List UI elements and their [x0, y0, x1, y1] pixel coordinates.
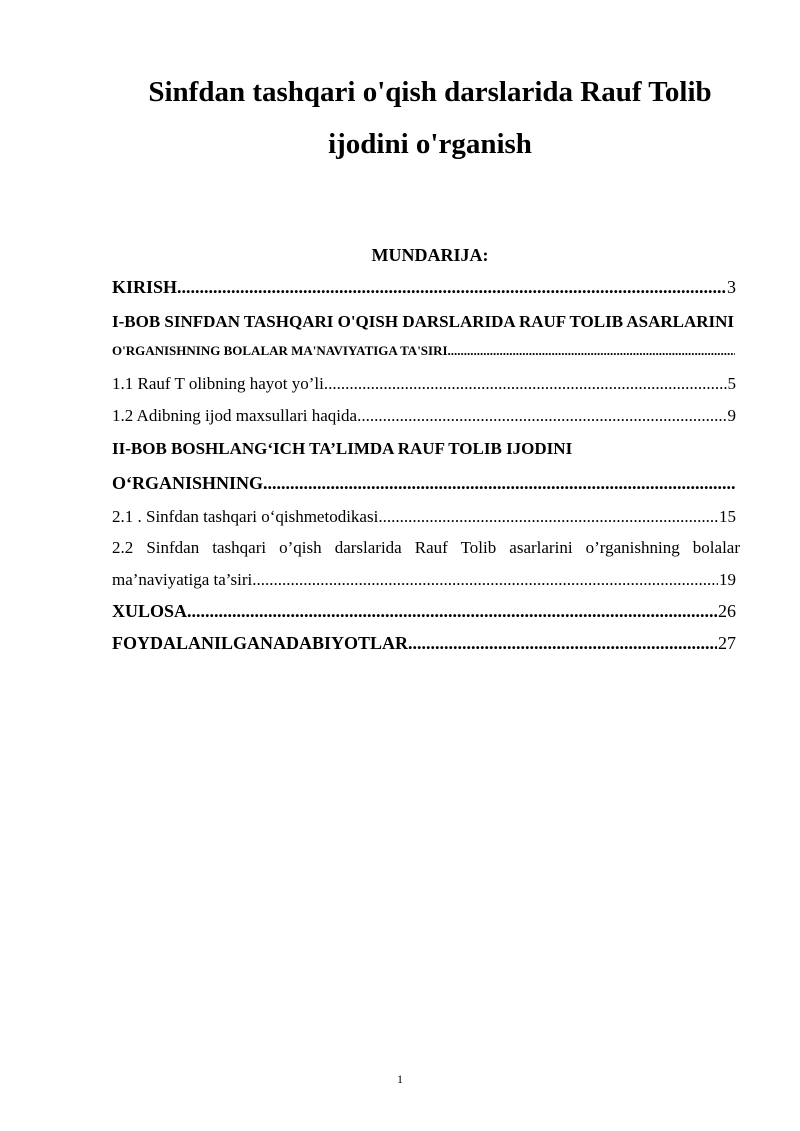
toc-entry-2-2-line1: 2.2 Sinfdan tashqari o’qish darslarida Rauf Tolib asarlarini o’rganishning bolalar: [112, 538, 740, 557]
toc-heading: MUNDARIJA:: [371, 245, 489, 265]
toc-entry-2-1: 2.1 . Sinfdan tashqari o‘qishmetodikasi ..... 15: [112, 507, 736, 527]
document-title-line-1: Sinfdan tashqari o'qish darslarida Rauf Tolib: [148, 76, 712, 108]
toc-entry-chapter1-line1: I-BOB SINFDAN TASHQARI O'QISH DARSLARIDA RAUF TOLIB ASARLARINI: [112, 312, 735, 331]
page-number: 1: [397, 1072, 403, 1086]
document-title-line-2: ijodini o'rganish: [328, 128, 532, 160]
toc-entry-chapter2-line1: II-BOB BOSHLANG‘ICH TA’LIMDA RAUF TOLIB IJODINI: [112, 439, 573, 458]
toc-entry-xulosa: XULOSA ..... 26: [112, 601, 736, 622]
toc-entry-2-2-line2: ma’naviyatiga ta’siri ..... 19: [112, 570, 736, 590]
toc-entry-chapter2-line2: O‘RGANISHNING .....: [112, 473, 736, 494]
toc-entry-1-1: 1.1 Rauf T olibning hayot yo’li ..... 5: [112, 374, 736, 394]
toc-entry-1-2: 1.2 Adibning ijod maxsullari haqida ..... 9: [112, 406, 736, 426]
toc-entry-chapter1-line2: O'RGANISHNING BOLALAR MA'NAVIYATIGA TA'SIRI .....: [112, 343, 736, 359]
toc-entry-kirish: KIRISH ..... 3: [112, 277, 736, 298]
toc-entry-foydalanilgan: FOYDALANILGANADABIYOTLAR ..... 27: [112, 633, 736, 654]
